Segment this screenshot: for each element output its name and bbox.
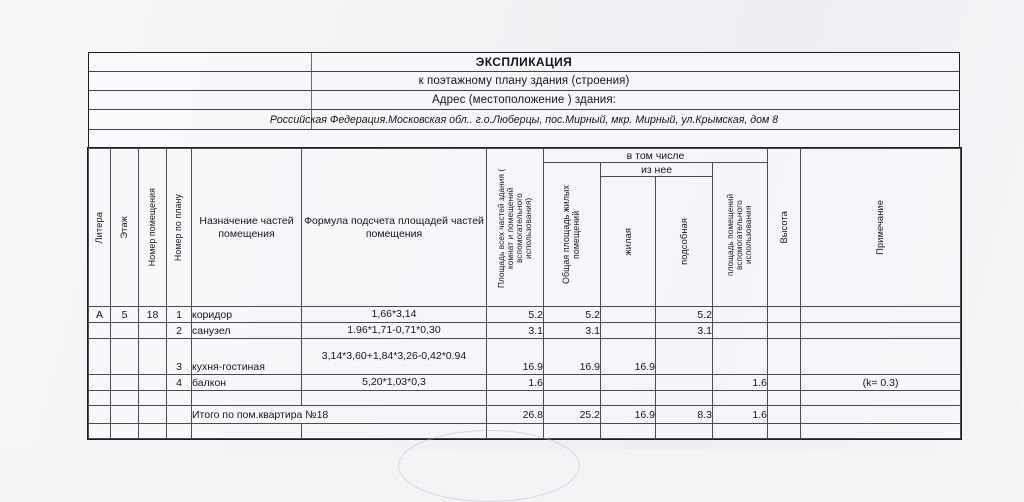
cell-aux-area: 1.6: [713, 375, 768, 391]
cell-living: [601, 375, 656, 391]
total-cell-litera: [89, 406, 111, 424]
table-total-row: [89, 406, 961, 424]
round-stamp-mark: [398, 430, 580, 502]
cell-note: [801, 339, 961, 375]
cell-litera: [89, 375, 111, 391]
cell-plan-number: [167, 391, 192, 406]
document-subtitle: к поэтажному плану здания (строения): [418, 75, 630, 87]
header-height: [768, 149, 801, 307]
table-row: [89, 375, 961, 391]
header-total-area-text: Площадь всех частей здания ( комнат и помещений вспомогательного использования): [496, 167, 534, 288]
cell-living: 16.9: [601, 339, 656, 375]
cell-note: (k= 0.3): [801, 375, 961, 391]
cell-total-area: 5.2: [487, 307, 544, 323]
address-value: Российская Федерация.Московская обл.. г.о.Люберцы, пос.Мирный, мкр. Мирный, ул.Крымская, дом 8: [269, 113, 779, 126]
header-litera: [89, 149, 111, 307]
cell-utility: [656, 424, 713, 439]
cell-aux-area: [713, 339, 768, 375]
total-cell-room-number: [139, 406, 167, 424]
table-row: [89, 323, 961, 339]
cell-height: [768, 307, 801, 323]
header-living-total: [544, 163, 601, 307]
total-cell-total-area: 26.8: [487, 406, 544, 424]
total-cell-aux-area: 1.6: [713, 406, 768, 424]
title-block: [88, 52, 960, 149]
cell-utility: [656, 339, 713, 375]
cell-purpose: балкон: [192, 375, 302, 391]
cell-living-total: [544, 391, 601, 406]
header-purpose: Назначение частей помещения: [192, 149, 302, 307]
cell-utility: 3.1: [656, 323, 713, 339]
subtitle-row-divider: [311, 72, 312, 90]
cell-floor: [111, 391, 139, 406]
cell-formula: 1,66*3,14: [302, 307, 487, 323]
cell-floor: [111, 323, 139, 339]
cell-litera: [89, 339, 111, 375]
cell-total-area: 3.1: [487, 323, 544, 339]
cell-height: [768, 375, 801, 391]
cell-plan-number: 1: [167, 307, 192, 323]
total-cell-floor: [111, 406, 139, 424]
cell-room-number: [139, 391, 167, 406]
cell-formula: 3,14*3,60+1,84*3,26-0,42*0.94: [302, 339, 487, 375]
cell-aux-area: [713, 424, 768, 439]
cell-plan-number: 3: [167, 339, 192, 375]
header-group-including: в том числе: [544, 149, 768, 163]
cell-note: [801, 391, 961, 406]
cell-plan-number: 4: [167, 375, 192, 391]
cell-aux-area: [713, 323, 768, 339]
cell-room-number: [139, 375, 167, 391]
cell-room-number: [139, 323, 167, 339]
header-floor: [111, 149, 139, 307]
cell-purpose: коридор: [192, 307, 302, 323]
cell-purpose: санузел: [192, 323, 302, 339]
cell-litera: [89, 323, 111, 339]
cell-living-total: [544, 375, 601, 391]
address-label-row: [89, 91, 959, 110]
cell-living-total: 3.1: [544, 323, 601, 339]
cell-living-total: 16.9: [544, 339, 601, 375]
document-title: ЭКСПЛИКАЦИЯ: [475, 55, 573, 69]
header-plan-number: [167, 149, 192, 307]
cell-room-number: 18: [139, 307, 167, 323]
cell-height: [768, 339, 801, 375]
header-note-text: Примечание: [875, 200, 886, 255]
header-total-area: [487, 149, 544, 307]
header-utility: [656, 177, 713, 307]
cell-litera: [89, 391, 111, 406]
address-label: Адрес (местоположение ) здания:: [432, 94, 616, 106]
header-aux-area-text: площадь помещений вспомогательного использования: [726, 193, 754, 276]
cell-aux-area: [713, 391, 768, 406]
header-living-text: жилая: [622, 227, 633, 256]
cell-formula: [302, 391, 487, 406]
cell-living-total: 5.2: [544, 307, 601, 323]
header-plan-number-text: Номер по плану: [173, 193, 184, 262]
cell-formula: 1.96*1,71-0,71*0,30: [302, 323, 487, 339]
header-room-number: [139, 149, 167, 307]
table-row: [89, 339, 961, 375]
total-cell-living-total: 25.2: [544, 406, 601, 424]
cell-height: [768, 323, 801, 339]
title-row: [89, 53, 959, 72]
cell-aux-area: [713, 307, 768, 323]
cell-floor: 5: [111, 307, 139, 323]
cell-note: [801, 323, 961, 339]
cell-plan-number: [167, 424, 192, 439]
address-value-row: [89, 110, 959, 130]
header-floor-text: Этаж: [119, 216, 130, 239]
cell-living: [601, 391, 656, 406]
cell-utility: [656, 391, 713, 406]
cell-room-number: [139, 424, 167, 439]
header-litera-text: Литера: [94, 211, 105, 244]
cell-living: [601, 424, 656, 439]
cell-note: [801, 424, 961, 439]
header-room-number-text: Номер помещения: [146, 188, 157, 267]
table-row: [89, 307, 961, 323]
table-header-group-row: [89, 149, 961, 163]
subtitle-row: [89, 72, 959, 91]
cell-utility: [656, 375, 713, 391]
cell-litera: [89, 424, 111, 439]
header-aux-area: [713, 163, 768, 307]
header-utility-text: подсобная: [678, 218, 689, 265]
cell-purpose: [192, 424, 302, 439]
header-group-of-which: из нее: [601, 163, 713, 177]
cell-purpose: кухня-гостиная: [192, 339, 302, 375]
header-formula: Формула подсчета площадей частей помещения: [302, 149, 487, 307]
cell-total-area: [487, 391, 544, 406]
cell-height: [768, 424, 801, 439]
address-label-divider: [311, 91, 312, 109]
total-label: Итого по пом.квартира №18: [192, 406, 487, 424]
cell-total-area: 1.6: [487, 375, 544, 391]
cell-floor: [111, 375, 139, 391]
cell-living: [601, 323, 656, 339]
cell-total-area: 16.9: [487, 339, 544, 375]
cell-utility: 5.2: [656, 307, 713, 323]
cell-litera: А: [89, 307, 111, 323]
total-cell-living: 16.9: [601, 406, 656, 424]
total-cell-note: [801, 406, 961, 424]
total-cell-utility: 8.3: [656, 406, 713, 424]
header-note: [801, 149, 961, 307]
cell-room-number: [139, 339, 167, 375]
cell-formula: 5,20*1,03*0,3: [302, 375, 487, 391]
cell-height: [768, 391, 801, 406]
title-row-divider: [311, 53, 312, 71]
total-cell-plan-number: [167, 406, 192, 424]
cell-floor: [111, 339, 139, 375]
cell-plan-number: 2: [167, 323, 192, 339]
header-height-text: Высота: [778, 211, 789, 244]
header-living: [601, 177, 656, 307]
cell-living-total: [544, 424, 601, 439]
cell-purpose: [192, 391, 302, 406]
header-living-total-text: Общая площадь жилых помещений: [561, 185, 581, 284]
cell-floor: [111, 424, 139, 439]
table-empty-row: [89, 391, 961, 406]
cell-note: [801, 307, 961, 323]
total-cell-height: [768, 406, 801, 424]
explication-table: [88, 148, 961, 439]
cell-living: [601, 307, 656, 323]
title-block-spacer-row: [89, 130, 959, 149]
